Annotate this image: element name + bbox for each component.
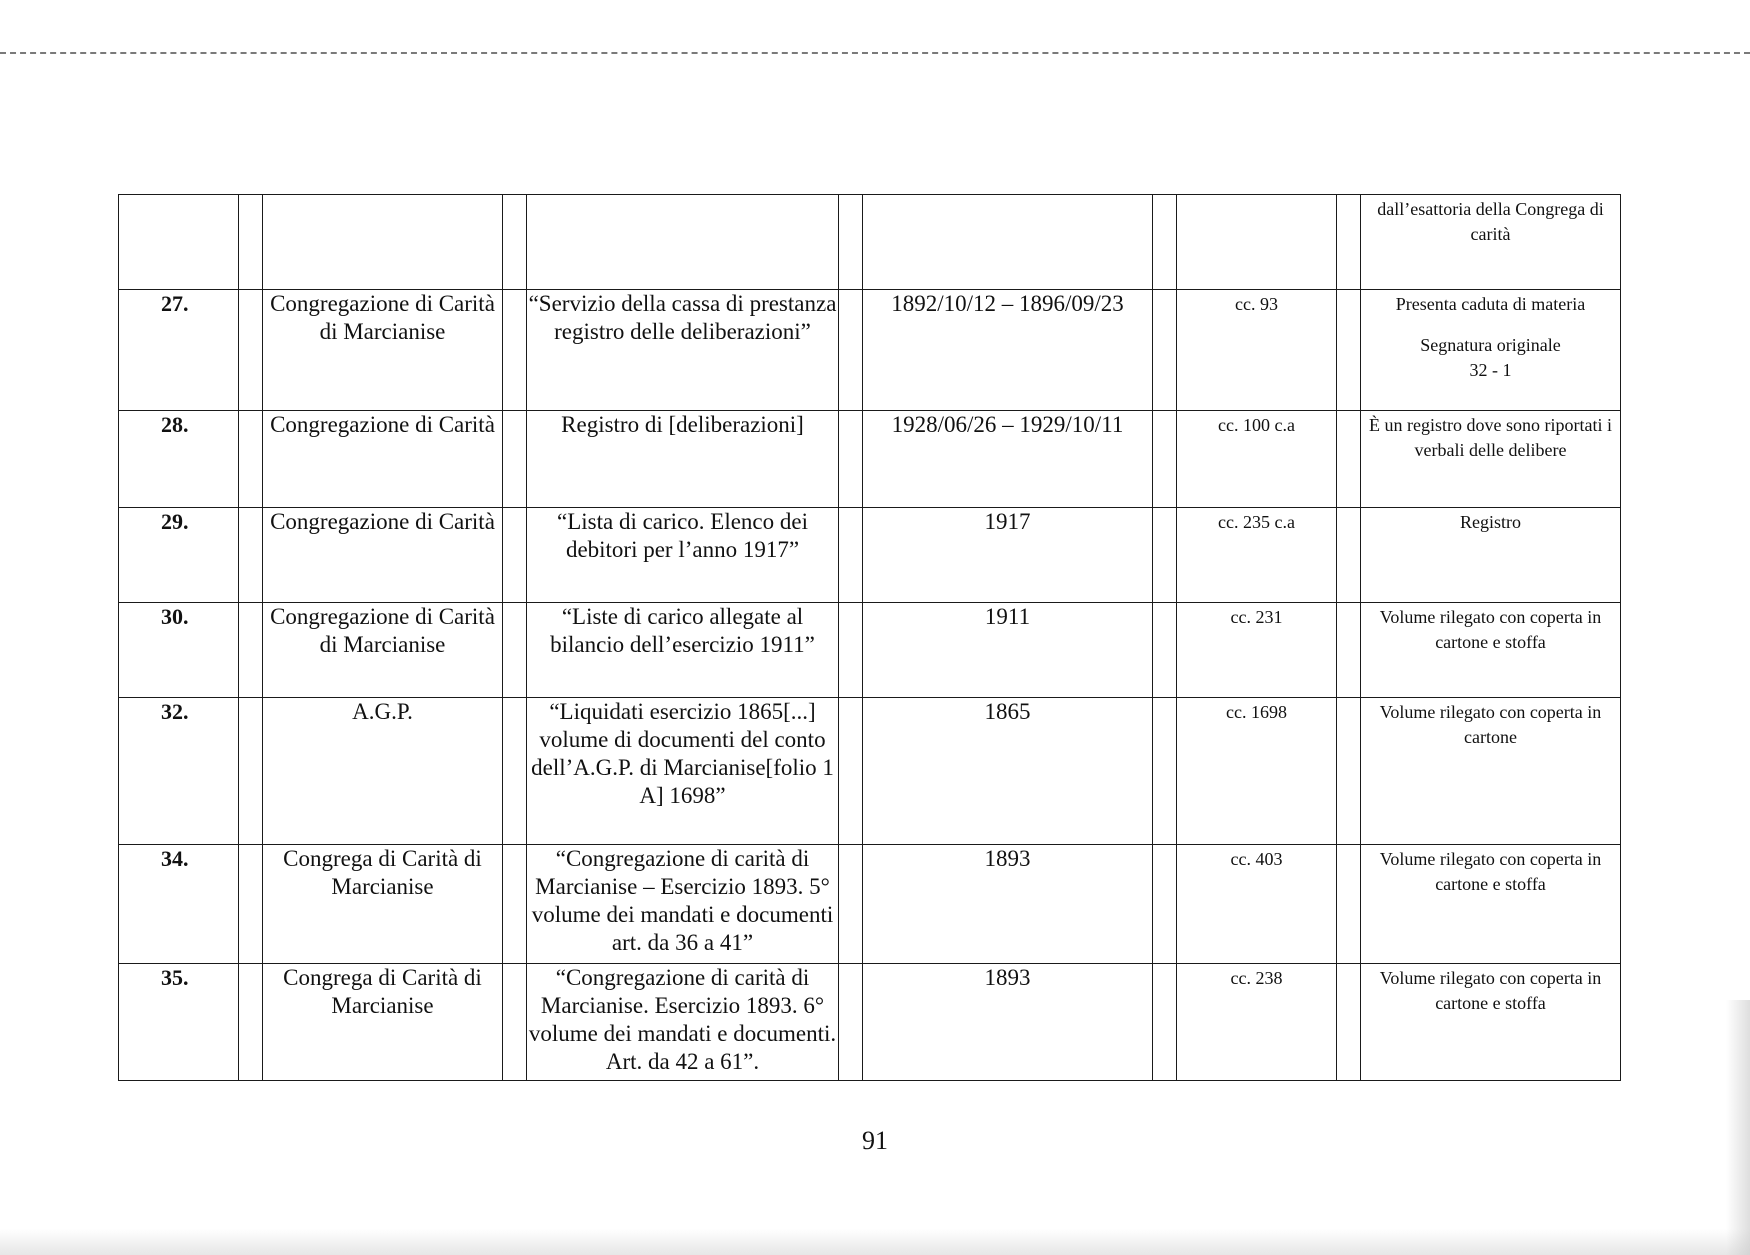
title-cell: “Lista di carico. Elenco dei debitori per l’anno 1917” — [527, 508, 839, 603]
extent-cell: cc. 403 — [1177, 845, 1337, 964]
row-number: 35. — [119, 964, 239, 1081]
row-number: 34. — [119, 845, 239, 964]
title-cell: “Congregazione di carità di Marcianise – Esercizio 1893. 5° volume dei mandati e documenti art. da 36 a 41” — [527, 845, 839, 964]
dates-cell: 1865 — [863, 698, 1153, 845]
notes-cell: dall’esattoria della Congrega di carità — [1361, 195, 1621, 290]
table-row — [119, 411, 1621, 508]
extent-cell: cc. 100 c.a — [1177, 411, 1337, 508]
row-number: 30. — [119, 603, 239, 698]
notes-line: 32 - 1 — [1469, 360, 1512, 380]
table-row — [119, 698, 1621, 845]
extent-cell: cc. 235 c.a — [1177, 508, 1337, 603]
table-row — [119, 964, 1621, 1081]
notes-cell: È un registro dove sono riportati i verbali delle delibere — [1361, 411, 1621, 508]
title-cell: Registro di [deliberazioni] — [527, 411, 839, 508]
producer-cell: Congrega di Carità di Marcianise — [263, 964, 503, 1081]
scan-edge-dashed-line — [0, 52, 1750, 54]
title-cell: “Congregazione di carità di Marcianise. Esercizio 1893. 6° volume dei mandati e documenti. Art. da 42 a 61”. — [527, 964, 839, 1081]
notes-cell: Volume rilegato con coperta in cartone e stoffa — [1361, 845, 1621, 964]
table-row — [119, 290, 1621, 411]
title-cell: “Servizio della cassa di prestanza registro delle deliberazioni” — [527, 290, 839, 411]
extent-cell: cc. 1698 — [1177, 698, 1337, 845]
dates-cell: 1917 — [863, 508, 1153, 603]
notes-cell: Volume rilegato con coperta in cartone e stoffa — [1361, 964, 1621, 1081]
producer-cell: Congrega di Carità di Marcianise — [263, 845, 503, 964]
extent-cell: cc. 238 — [1177, 964, 1337, 1081]
producer-cell: A.G.P. — [263, 698, 503, 845]
row-number: 32. — [119, 698, 239, 845]
producer-cell: Congregazione di Carità — [263, 508, 503, 603]
dates-cell: 1893 — [863, 964, 1153, 1081]
table-row-continuation — [119, 195, 1621, 290]
dates-cell: 1911 — [863, 603, 1153, 698]
archive-inventory-table — [118, 194, 1621, 1081]
producer-cell: Congregazione di Carità di Marcianise — [263, 290, 503, 411]
scan-bottom-shadow — [0, 1229, 1750, 1255]
notes-line: Segnatura originale — [1420, 335, 1561, 355]
row-number: 29. — [119, 508, 239, 603]
notes-cell: Registro — [1361, 508, 1621, 603]
row-number: 28. — [119, 411, 239, 508]
page-number: 91 — [862, 1126, 888, 1155]
row-number: 27. — [119, 290, 239, 411]
title-cell: “Liquidati esercizio 1865[...] volume di documenti del conto dell’A.G.P. di Marcianise[folio 1 A] 1698” — [527, 698, 839, 845]
extent-cell: cc. 93 — [1177, 290, 1337, 411]
notes-cell: Volume rilegato con coperta in cartone — [1361, 698, 1621, 845]
producer-cell: Congregazione di Carità — [263, 411, 503, 508]
table-row — [119, 603, 1621, 698]
scan-right-shadow — [1726, 1000, 1750, 1255]
title-cell: “Liste di carico allegate al bilancio dell’esercizio 1911” — [527, 603, 839, 698]
notes-cell — [1361, 290, 1621, 411]
extent-cell: cc. 231 — [1177, 603, 1337, 698]
table-row — [119, 508, 1621, 603]
table-row — [119, 845, 1621, 964]
dates-cell: 1892/10/12 – 1896/09/23 — [863, 290, 1153, 411]
notes-line: Presenta caduta di materia — [1395, 294, 1586, 314]
dates-cell: 1928/06/26 – 1929/10/11 — [863, 411, 1153, 508]
notes-cell: Volume rilegato con coperta in cartone e stoffa — [1361, 603, 1621, 698]
dates-cell: 1893 — [863, 845, 1153, 964]
producer-cell: Congregazione di Carità di Marcianise — [263, 603, 503, 698]
